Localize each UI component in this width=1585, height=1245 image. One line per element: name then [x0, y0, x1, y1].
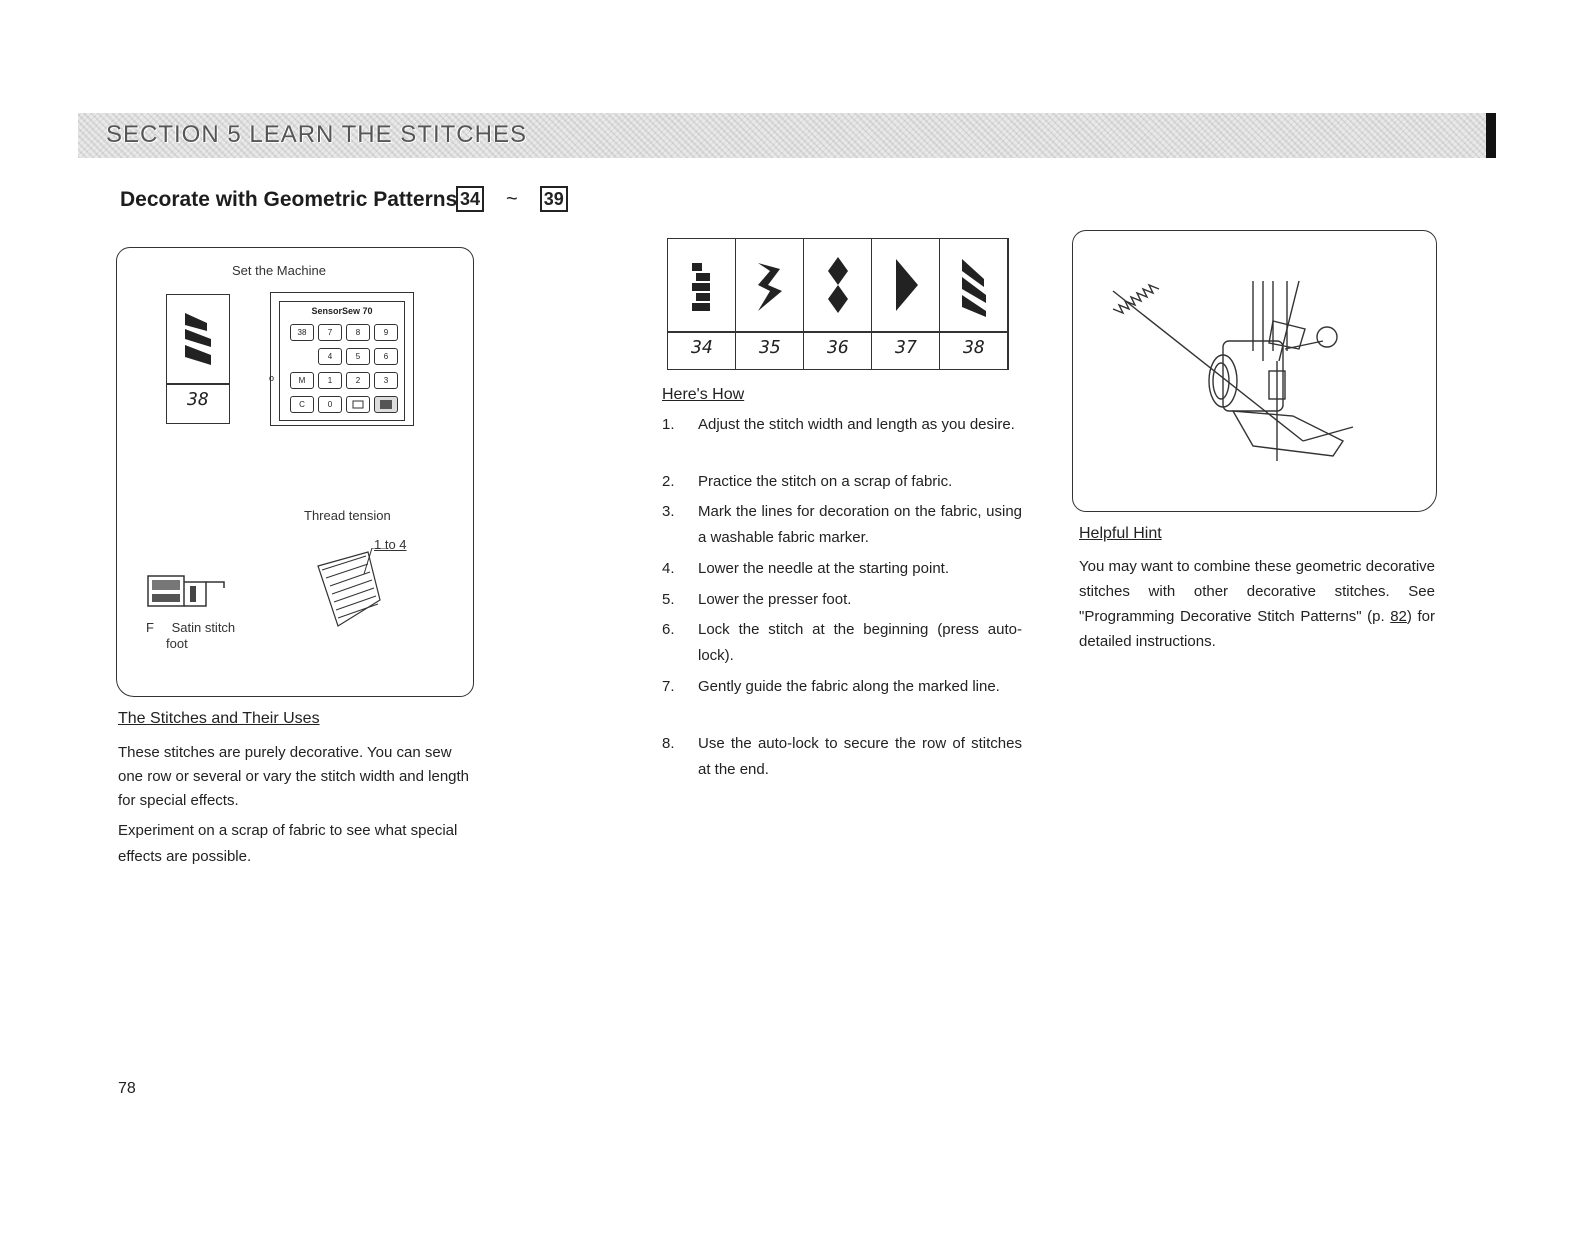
stitch-number-34: 34: [691, 337, 713, 358]
step-8: [662, 731, 1022, 783]
hint-heading: Helpful Hint: [1079, 525, 1162, 542]
key-1[interactable]: 1: [318, 372, 342, 389]
key-m[interactable]: M: [290, 372, 314, 389]
foot-label: [146, 620, 235, 652]
keypad-panel: [270, 292, 414, 426]
step-number: 5.: [662, 591, 675, 608]
key-2[interactable]: 2: [346, 372, 370, 389]
step-1: [662, 412, 1022, 438]
step-text: Lower the needle at the starting point.: [698, 560, 950, 577]
step-number: 6.: [662, 621, 675, 638]
presser-foot-illustration-frame: [1072, 230, 1437, 512]
step-number: 1.: [662, 416, 675, 433]
step-3: [662, 499, 1022, 551]
step-text: Lower the presser foot.: [698, 591, 852, 608]
step-text: Gently guide the fabric along the marked line.: [698, 678, 1000, 695]
stitch-pattern-table: [667, 238, 1009, 370]
foot-label-line2: foot: [166, 636, 188, 651]
thread-tension-label: Thread tension: [304, 508, 391, 523]
clear-key-icon: [347, 397, 369, 412]
step-number: 8.: [662, 735, 675, 752]
pattern-range-separator: ~: [506, 188, 518, 210]
section-title: SECTION 5 LEARN THE STITCHES: [106, 121, 527, 148]
stitch-cell-37: [872, 239, 940, 369]
stitch-number-37: 37: [895, 337, 917, 358]
key-8[interactable]: 8: [346, 324, 370, 341]
pattern-range: [456, 186, 568, 212]
step-text: Mark the lines for decoration on the fabric, using a washable fabric marker.: [698, 503, 1022, 546]
tension-dial-icon: [308, 548, 398, 638]
page-title: Decorate with Geometric Patterns: [120, 188, 458, 211]
key-9[interactable]: 9: [374, 324, 398, 341]
keypad-side-label: o: [269, 373, 275, 383]
step-text: Lock the stitch at the beginning (press auto-lock).: [698, 621, 1022, 664]
stitch-36-icon: [804, 239, 872, 331]
stitch-cell-38: [940, 239, 1008, 369]
hint-page-reference: 82: [1390, 608, 1407, 625]
hint-paragraph: [1079, 554, 1435, 654]
step-number: 7.: [662, 678, 675, 695]
key-0[interactable]: 0: [318, 396, 342, 413]
foot-letter: F: [146, 620, 154, 635]
thread-tension-range: 1 to 4: [374, 537, 407, 552]
stitch-number-36: 36: [827, 337, 849, 358]
step-number: 2.: [662, 473, 675, 490]
key-5[interactable]: 5: [346, 348, 370, 365]
satin-stitch-foot-icon: [146, 568, 228, 612]
set-machine-title: Set the Machine: [232, 263, 326, 278]
selected-pattern-number: 38: [187, 389, 209, 410]
stitch-cell-34: [668, 239, 736, 369]
how-heading: Here's How: [662, 386, 745, 403]
keypad-model-label: SensorSew 70: [311, 306, 373, 316]
step-text: Adjust the stitch width and length as you desire.: [698, 416, 1015, 433]
selected-pattern-box: [166, 294, 230, 424]
section-header-band: [78, 113, 1496, 158]
step-2: [662, 469, 1022, 495]
step-6: [662, 617, 1022, 669]
step-text: Use the auto-lock to secure the row of stitches at the end.: [698, 735, 1022, 778]
uses-heading: The Stitches and Their Uses: [118, 710, 320, 727]
uses-paragraph-2: Experiment on a scrap of fabric to see what special effects are possible.: [118, 822, 458, 865]
step-5: [662, 587, 1022, 613]
stitch-cell-36: [804, 239, 872, 369]
stitch-34-icon: [668, 239, 736, 331]
key-c[interactable]: C: [290, 396, 314, 413]
program-key-icon: [375, 397, 397, 412]
uses-paragraph-1: These stitches are purely decorative. You can sew one row or several or vary the stitch width and length for special effects.: [118, 744, 470, 809]
step-number: 3.: [662, 503, 675, 520]
stitch-35-icon: [736, 239, 804, 331]
key-4[interactable]: 4: [318, 348, 342, 365]
key-6[interactable]: 6: [374, 348, 398, 365]
pattern-range-start: 34: [456, 186, 484, 212]
foot-label-line1: Satin stitch: [171, 620, 236, 635]
stitch-37-icon: [872, 239, 940, 331]
hint-text-before: You may want to combine these geometric decorative stitches with other decorative stitches. See "Programming Decorative Stitch Patterns" (p.: [1079, 558, 1435, 625]
hint-text-after: ) for detailed instructions.: [1079, 608, 1435, 650]
key-38[interactable]: 38: [290, 324, 314, 341]
stitch-number-38: 38: [963, 337, 985, 358]
step-number: 4.: [662, 560, 675, 577]
key-7[interactable]: 7: [318, 324, 342, 341]
stitch-38-icon: [940, 239, 1008, 331]
page-number: 78: [118, 1080, 136, 1097]
step-text: Practice the stitch on a scrap of fabric.: [698, 473, 953, 490]
step-7: [662, 674, 1022, 700]
header-end-bar: [1486, 113, 1496, 158]
key-program[interactable]: [374, 396, 398, 413]
step-4: [662, 556, 1022, 582]
key-3[interactable]: 3: [374, 372, 398, 389]
pattern-range-end: 39: [540, 186, 568, 212]
stitch-cell-35: [736, 239, 804, 369]
presser-foot-sewing-icon: [1073, 231, 1436, 511]
key-clear[interactable]: [346, 396, 370, 413]
pattern-38-icon: [167, 295, 229, 383]
stitch-number-35: 35: [759, 337, 781, 358]
